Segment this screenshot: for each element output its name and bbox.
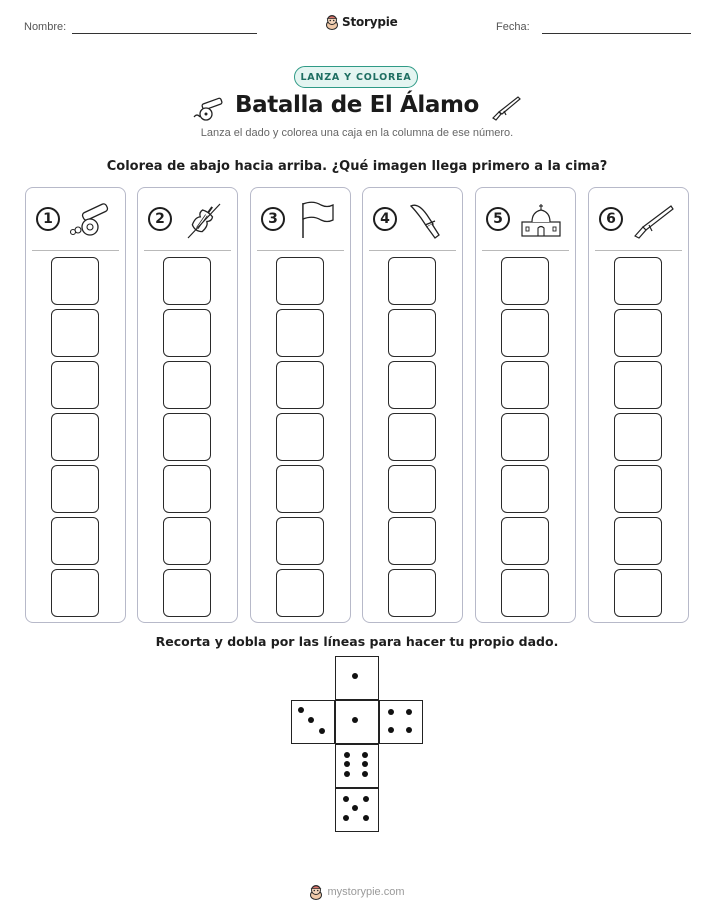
color-box[interactable] (388, 517, 436, 565)
die-face-6 (335, 744, 379, 788)
color-box[interactable] (614, 257, 662, 305)
date-line[interactable] (542, 33, 691, 34)
color-box[interactable] (276, 569, 324, 617)
dice-instruction: Recorta y dobla por las líneas para hacer tu propio dado. (155, 634, 559, 649)
storypie-mascot-icon (325, 14, 339, 30)
color-box[interactable] (388, 309, 436, 357)
color-box[interactable] (163, 569, 211, 617)
color-box[interactable] (163, 413, 211, 461)
color-box[interactable] (388, 465, 436, 513)
violin-icon (180, 200, 226, 240)
die-pip (343, 796, 349, 802)
die-pip (344, 771, 350, 777)
rifle-icon (631, 200, 677, 240)
color-box[interactable] (614, 569, 662, 617)
die-pip (363, 815, 369, 821)
cannon-icon (68, 200, 114, 240)
color-box[interactable] (501, 309, 549, 357)
color-box[interactable] (51, 517, 99, 565)
color-box[interactable] (614, 465, 662, 513)
color-box[interactable] (51, 361, 99, 409)
page-subtitle: Lanza el dado y colorea una caja en la columna de ese número. (200, 127, 514, 139)
column-2 (137, 187, 238, 623)
color-box[interactable] (51, 413, 99, 461)
color-box[interactable] (276, 517, 324, 565)
color-box[interactable] (388, 361, 436, 409)
color-box[interactable] (501, 361, 549, 409)
color-box[interactable] (501, 257, 549, 305)
color-box[interactable] (163, 257, 211, 305)
color-box[interactable] (614, 309, 662, 357)
color-box[interactable] (501, 569, 549, 617)
name-line[interactable] (72, 33, 257, 34)
column-1 (25, 187, 126, 623)
color-box[interactable] (276, 465, 324, 513)
name-label: Nombre: (24, 21, 67, 33)
color-box[interactable] (614, 413, 662, 461)
date-label: Fecha: (496, 21, 530, 33)
color-box[interactable] (501, 465, 549, 513)
color-box[interactable] (163, 517, 211, 565)
color-box[interactable] (276, 361, 324, 409)
die-pip (363, 796, 369, 802)
color-box[interactable] (501, 517, 549, 565)
die-pip (352, 805, 358, 811)
color-box[interactable] (276, 309, 324, 357)
column-divider (369, 250, 456, 251)
die-face-5 (335, 788, 379, 832)
column-divider (32, 250, 119, 251)
die-pip (344, 761, 350, 767)
color-box[interactable] (51, 465, 99, 513)
die-pip (308, 717, 314, 723)
die-face-1 (335, 656, 379, 700)
color-box[interactable] (163, 361, 211, 409)
game-instruction: Colorea de abajo hacia arriba. ¿Qué imagen llega primero a la cima? (106, 159, 608, 174)
column-number: 5 (486, 207, 510, 231)
column-divider (144, 250, 231, 251)
color-box[interactable] (388, 413, 436, 461)
color-box[interactable] (614, 361, 662, 409)
flag-icon (293, 200, 339, 240)
column-number: 2 (148, 207, 172, 231)
header-logo (325, 14, 398, 30)
column-4 (362, 187, 463, 623)
column-3 (250, 187, 351, 623)
column-divider (595, 250, 682, 251)
storypie-mascot-icon (309, 884, 323, 900)
rifle-icon (490, 94, 522, 122)
color-box[interactable] (51, 309, 99, 357)
die-pip (298, 707, 304, 713)
column-5 (475, 187, 576, 623)
color-box[interactable] (388, 257, 436, 305)
footer-url[interactable]: mystorypie.com (327, 886, 405, 898)
color-box[interactable] (276, 257, 324, 305)
die-face-3 (291, 700, 335, 744)
column-divider (257, 250, 344, 251)
die-pip (406, 727, 412, 733)
column-6 (588, 187, 689, 623)
die-face-1 (335, 700, 379, 744)
column-number: 1 (36, 207, 60, 231)
die-pip (362, 761, 368, 767)
color-box[interactable] (51, 569, 99, 617)
color-box[interactable] (276, 413, 324, 461)
color-box[interactable] (388, 569, 436, 617)
bowie-knife-icon (405, 200, 451, 240)
page-title: Batalla de El Álamo (235, 92, 479, 118)
column-number: 4 (373, 207, 397, 231)
die-pip (362, 771, 368, 777)
color-box[interactable] (163, 465, 211, 513)
column-number: 3 (261, 207, 285, 231)
color-box[interactable] (51, 257, 99, 305)
die-pip (406, 709, 412, 715)
logo-text: Storypie (342, 15, 398, 29)
die-pip (343, 815, 349, 821)
die-pip (352, 673, 358, 679)
color-box[interactable] (163, 309, 211, 357)
color-box[interactable] (501, 413, 549, 461)
alamo-mission-icon (518, 200, 564, 240)
die-pip (352, 717, 358, 723)
die-pip (388, 727, 394, 733)
die-pip (388, 709, 394, 715)
die-pip (362, 752, 368, 758)
activity-badge: LANZA Y COLOREA (294, 66, 418, 88)
color-box[interactable] (614, 517, 662, 565)
column-divider (482, 250, 569, 251)
die-pip (319, 728, 325, 734)
die-pip (344, 752, 350, 758)
column-number: 6 (599, 207, 623, 231)
footer (300, 884, 414, 900)
die-face-4 (379, 700, 423, 744)
